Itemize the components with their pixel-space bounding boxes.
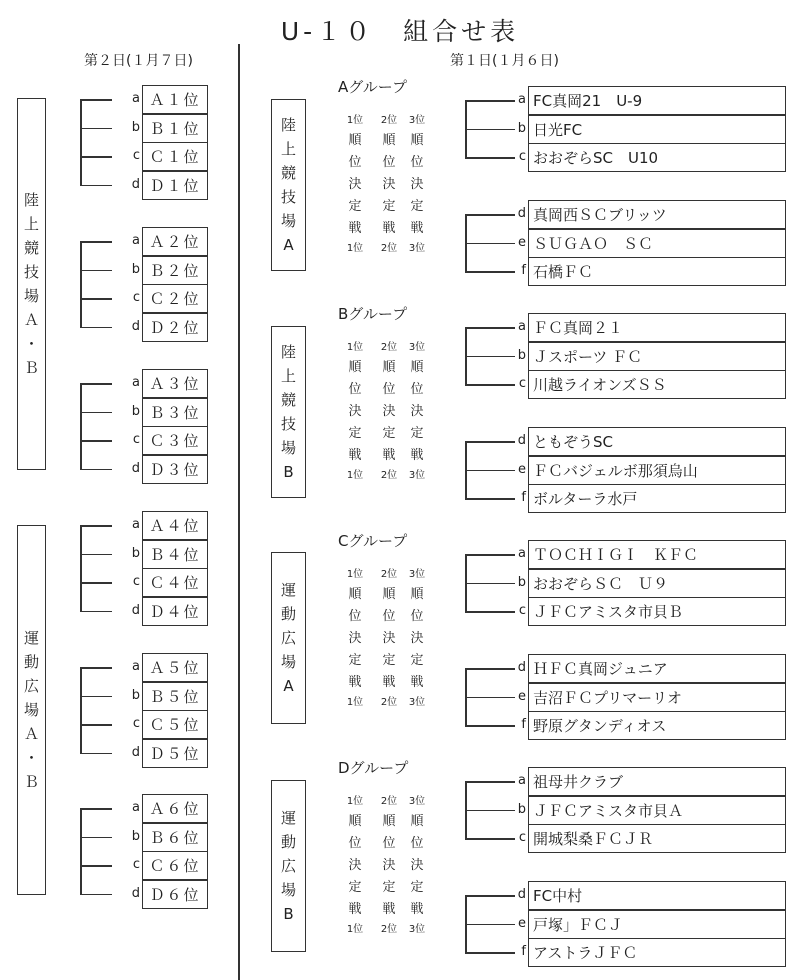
venue-char: 競 [280,164,296,182]
slot-letter: b [131,545,140,561]
rank-char: 定 [348,426,362,441]
team-letter: f [521,944,526,959]
rank-top: 1位 [346,569,364,580]
venue-char: Ｂ [23,359,39,377]
slot-box: Ｄ４位 [142,597,208,626]
slot-box: Ｂ２位 [142,256,208,285]
rank-top: 2位 [380,115,398,126]
slot-letter: a [132,659,140,674]
day2-heading: 第２日(１月７日) [84,53,193,69]
bracket-branch [465,100,515,102]
slot-box: Ｄ６位 [142,880,208,909]
slot-letter: b [131,119,140,135]
venue-char: 広 [280,629,296,647]
team-letter: a [518,92,526,107]
venue-char: 場 [280,881,296,899]
team-box: 川越ライオンズＳＳ [528,370,786,399]
venue-char: 運 [280,809,296,827]
rank-char: 位 [348,382,362,397]
rank-char: 定 [348,880,362,895]
venue-char: Ａ [23,725,39,743]
venue-char: 上 [280,367,296,385]
rank-char: 順 [410,587,424,602]
rank-char: 決 [410,404,424,419]
rank-char: 順 [382,360,396,375]
bracket-branch [80,554,112,556]
rank-char: 順 [348,814,362,829]
bracket-branch [465,157,515,159]
bracket-branch [80,128,112,130]
rank-char: 定 [348,653,362,668]
team-letter: e [518,461,526,477]
venue-char: 技 [280,415,296,433]
bracket-branch [80,383,112,385]
venue-char: A [283,236,294,254]
team-letter: f [521,263,526,278]
slot-letter: b [131,403,140,419]
slot-box: Ｂ５位 [142,682,208,711]
slot-letter: c [132,716,140,731]
rank-char: 位 [348,609,362,624]
rank-column [340,112,370,258]
day1-heading: 第１日(１月６日) [450,53,559,69]
slot-letter: a [132,233,140,248]
rank-top: 3位 [408,342,426,353]
bracket-branch [465,697,515,699]
bracket-branch [465,611,515,613]
bracket-branch [80,696,112,698]
team-letter: b [517,347,526,363]
rank-bottom: 1位 [346,243,364,254]
rank-char: 決 [382,177,396,192]
rank-bottom: 1位 [346,697,364,708]
slot-box: Ｃ３位 [142,426,208,455]
venue-char: 動 [280,605,296,623]
page-title: U-１０ 組合せ表 [280,17,520,46]
rank-bottom: 2位 [380,243,398,254]
bracket-branch [465,498,515,500]
slot-box: Ｃ２位 [142,284,208,313]
bracket-branch [80,241,112,243]
venue-char: 場 [280,212,296,230]
rank-char: 順 [410,133,424,148]
venue-char: 競 [280,391,296,409]
team-letter: d [517,660,526,675]
rank-char: 位 [382,609,396,624]
bracket-branch [80,808,112,810]
team-box: おおぞらＳＣ Ｕ９ [528,569,786,598]
slot-letter: c [132,857,140,872]
team-letter: f [521,490,526,505]
team-letter: a [518,319,526,334]
bracket-branch [465,327,515,329]
venue-char: 陸 [280,343,296,361]
venue-char: 運 [280,581,296,599]
rank-column [374,566,404,712]
venue-char: ・ [23,335,39,353]
rank-char: 位 [410,836,424,851]
rank-bottom: 3位 [408,243,426,254]
venue-label [271,99,306,271]
team-box: おおぞらSC U10 [528,143,786,172]
rank-char: 位 [410,609,424,624]
rank-char: 戦 [348,675,362,690]
venue-char: 陸 [280,116,296,134]
rank-column [340,793,370,939]
rank-char: 戦 [410,448,424,463]
venue-char: 場 [23,287,39,305]
bracket-branch [465,810,515,812]
bracket-branch [465,668,515,670]
rank-top: 2位 [380,569,398,580]
slot-box: Ｄ２位 [142,313,208,342]
team-box: 日光FC [528,115,786,144]
slot-letter: d [131,460,140,476]
rank-char: 定 [348,199,362,214]
rank-char: 順 [382,587,396,602]
bracket-branch [80,837,112,839]
team-letter: c [518,376,526,391]
rank-char: 決 [410,177,424,192]
rank-char: 戦 [410,221,424,236]
rank-char: 位 [382,382,396,397]
bracket-line [80,667,82,753]
slot-box: Ｄ１位 [142,171,208,200]
team-box: 戸塚」ＦＣＪ [528,910,786,939]
team-letter: c [518,149,526,164]
venue-char: 上 [23,215,39,233]
rank-top: 3位 [408,796,426,807]
slot-letter: a [132,517,140,532]
rank-char: 戦 [410,675,424,690]
rank-char: 戦 [348,221,362,236]
bracket-branch [465,725,515,727]
bracket-branch [80,298,112,300]
slot-letter: c [132,148,140,163]
rank-top: 3位 [408,115,426,126]
rank-bottom: 2位 [380,470,398,481]
bracket-branch [80,525,112,527]
bracket-branch [80,611,112,613]
bracket-branch [80,412,112,414]
rank-char: 決 [348,177,362,192]
rank-bottom: 2位 [380,697,398,708]
rank-column [374,793,404,939]
bracket-branch [80,865,112,867]
column-divider [238,44,240,980]
venue-char: 競 [23,239,39,257]
bracket-branch [80,582,112,584]
team-box: アストラＪＦＣ [528,938,786,967]
rank-char: 順 [410,814,424,829]
bracket-branch [465,243,515,245]
bracket-branch [80,753,112,755]
team-letter: e [518,915,526,931]
rank-char: 位 [348,836,362,851]
rank-char: 決 [348,404,362,419]
rank-char: 位 [382,155,396,170]
slot-letter: a [132,91,140,106]
slot-letter: c [132,290,140,305]
rank-column [340,339,370,485]
rank-char: 順 [348,360,362,375]
slot-letter: d [131,602,140,618]
slot-letter: d [131,318,140,334]
team-box: ＪＦＣアミスタ市貝Ａ [528,796,786,825]
rank-column [402,112,432,258]
rank-top: 3位 [408,569,426,580]
team-box: ＦＣバジェルボ那須烏山 [528,456,786,485]
bracket-branch [80,327,112,329]
bracket-branch [80,440,112,442]
team-box: ＦＣ真岡２１ [528,313,786,342]
team-letter: d [517,433,526,448]
slot-box: Ｂ６位 [142,823,208,852]
venue-char: B [283,905,294,923]
rank-bottom: 2位 [380,924,398,935]
venue-char: Ａ [23,311,39,329]
slot-letter: d [131,744,140,760]
rank-char: 戦 [382,221,396,236]
slot-letter: a [132,800,140,815]
team-letter: d [517,206,526,221]
slot-box: Ｃ５位 [142,710,208,739]
rank-char: 戦 [382,902,396,917]
rank-char: 決 [348,858,362,873]
bracket-branch [80,99,112,101]
rank-column [402,339,432,485]
team-letter: c [518,830,526,845]
team-box: ＨＦＣ真岡ジュニア [528,654,786,683]
venue-char: A [283,677,294,695]
rank-char: 位 [410,155,424,170]
rank-char: 定 [382,653,396,668]
slot-box: Ｂ１位 [142,114,208,143]
slot-box: Ａ４位 [142,511,208,540]
venue-char: 場 [280,439,296,457]
rank-char: 位 [348,155,362,170]
rank-top: 1位 [346,796,364,807]
group-label: Aグループ [338,78,408,96]
rank-char: 決 [382,404,396,419]
bracket-branch [465,924,515,926]
rank-column [374,112,404,258]
bracket-branch [465,356,515,358]
team-letter: a [518,546,526,561]
venue-char: ・ [23,749,39,767]
venue-char: 技 [23,263,39,281]
bracket-branch [80,270,112,272]
bracket-branch [465,583,515,585]
rank-char: 順 [410,360,424,375]
rank-column [340,566,370,712]
bracket-branch [465,838,515,840]
bracket-branch [465,781,515,783]
bracket-branch [465,271,515,273]
group-label: Bグループ [338,305,408,323]
slot-box: Ｂ３位 [142,398,208,427]
bracket-line [80,808,82,894]
rank-char: 定 [410,426,424,441]
rank-char: 決 [382,631,396,646]
rank-column [402,566,432,712]
bracket-branch [80,185,112,187]
slot-box: Ｃ４位 [142,568,208,597]
rank-bottom: 1位 [346,924,364,935]
venue-label [17,525,46,895]
group-label: Dグループ [338,759,409,777]
bracket-branch [465,214,515,216]
bracket-branch [80,469,112,471]
rank-char: 位 [410,382,424,397]
slot-box: Ａ２位 [142,227,208,256]
slot-box: Ａ５位 [142,653,208,682]
bracket-branch [80,894,112,896]
rank-char: 決 [382,858,396,873]
bracket-branch [465,384,515,386]
rank-char: 戦 [410,902,424,917]
slot-box: Ａ６位 [142,794,208,823]
rank-char: 決 [410,858,424,873]
rank-char: 定 [410,653,424,668]
rank-char: 決 [348,631,362,646]
team-letter: d [517,887,526,902]
team-letter: e [518,688,526,704]
team-box: 開城梨桑ＦＣＪＲ [528,824,786,853]
venue-char: 動 [280,833,296,851]
rank-bottom: 3位 [408,697,426,708]
team-box: FC真岡21 U-9 [528,86,786,115]
bracket-branch [465,554,515,556]
rank-char: 定 [382,880,396,895]
team-letter: f [521,717,526,732]
rank-char: 定 [410,199,424,214]
slot-letter: c [132,432,140,447]
bracket-branch [80,667,112,669]
team-box: ボルターラ水戸 [528,484,786,513]
venue-char: 技 [280,188,296,206]
team-box: 祖母井クラブ [528,767,786,796]
venue-char: 上 [280,140,296,158]
rank-column [402,793,432,939]
group-label: Cグループ [338,532,408,550]
team-box: ともぞうSC [528,427,786,456]
slot-letter: b [131,687,140,703]
team-box: ＪＦＣアミスタ市貝Ｂ [528,597,786,626]
rank-char: 戦 [382,675,396,690]
rank-char: 順 [382,133,396,148]
bracket-line [80,99,82,185]
venue-char: 場 [23,701,39,719]
team-letter: a [518,773,526,788]
slot-letter: d [131,176,140,192]
team-box: FC中村 [528,881,786,910]
team-box: Ｊスポーツ ＦＣ [528,342,786,371]
rank-char: 順 [348,587,362,602]
team-letter: e [518,234,526,250]
slot-letter: b [131,828,140,844]
bracket-line [80,241,82,327]
rank-bottom: 1位 [346,470,364,481]
rank-char: 定 [410,880,424,895]
rank-top: 1位 [346,115,364,126]
team-box: 野原グタンディオス [528,711,786,740]
slot-box: Ｃ１位 [142,142,208,171]
team-box: 石橋ＦＣ [528,257,786,286]
team-box: 真岡西ＳＣブリッツ [528,200,786,229]
venue-char: 広 [23,677,39,695]
slot-box: Ａ３位 [142,369,208,398]
bracket-branch [465,895,515,897]
venue-char: 広 [280,857,296,875]
bracket-branch [80,724,112,726]
slot-letter: b [131,261,140,277]
team-letter: c [518,603,526,618]
rank-bottom: 3位 [408,470,426,481]
slot-box: Ａ１位 [142,85,208,114]
bracket-branch [465,441,515,443]
rank-top: 2位 [380,796,398,807]
rank-char: 位 [382,836,396,851]
rank-char: 順 [348,133,362,148]
venue-label [271,326,306,498]
team-letter: b [517,574,526,590]
bracket-branch [465,129,515,131]
rank-char: 定 [382,426,396,441]
slot-box: Ｄ５位 [142,739,208,768]
slot-box: Ｄ３位 [142,455,208,484]
slot-box: Ｃ６位 [142,851,208,880]
rank-char: 決 [410,631,424,646]
slot-letter: c [132,574,140,589]
team-letter: b [517,120,526,136]
rank-char: 順 [382,814,396,829]
bracket-line [80,383,82,469]
venue-char: 動 [23,653,39,671]
team-box: ＴＯＣＨＩＧＩ ＫＦＣ [528,540,786,569]
venue-char: 場 [280,653,296,671]
slot-box: Ｂ４位 [142,540,208,569]
venue-char: 陸 [23,191,39,209]
team-box: 吉沼ＦＣプリマーリオ [528,683,786,712]
venue-label [17,98,46,470]
slot-letter: a [132,375,140,390]
bracket-line [80,525,82,611]
rank-bottom: 3位 [408,924,426,935]
rank-char: 戦 [348,448,362,463]
rank-char: 戦 [382,448,396,463]
bracket-branch [465,470,515,472]
venue-label [271,780,306,952]
venue-char: Ｂ [23,773,39,791]
rank-char: 戦 [348,902,362,917]
team-letter: b [517,801,526,817]
team-box: ＳＵＧＡＯ ＳＣ [528,229,786,258]
rank-column [374,339,404,485]
rank-char: 定 [382,199,396,214]
rank-top: 2位 [380,342,398,353]
bracket-branch [465,952,515,954]
venue-label [271,552,306,724]
slot-letter: d [131,885,140,901]
venue-char: 運 [23,629,39,647]
bracket-branch [80,156,112,158]
rank-top: 1位 [346,342,364,353]
venue-char: B [283,463,294,481]
